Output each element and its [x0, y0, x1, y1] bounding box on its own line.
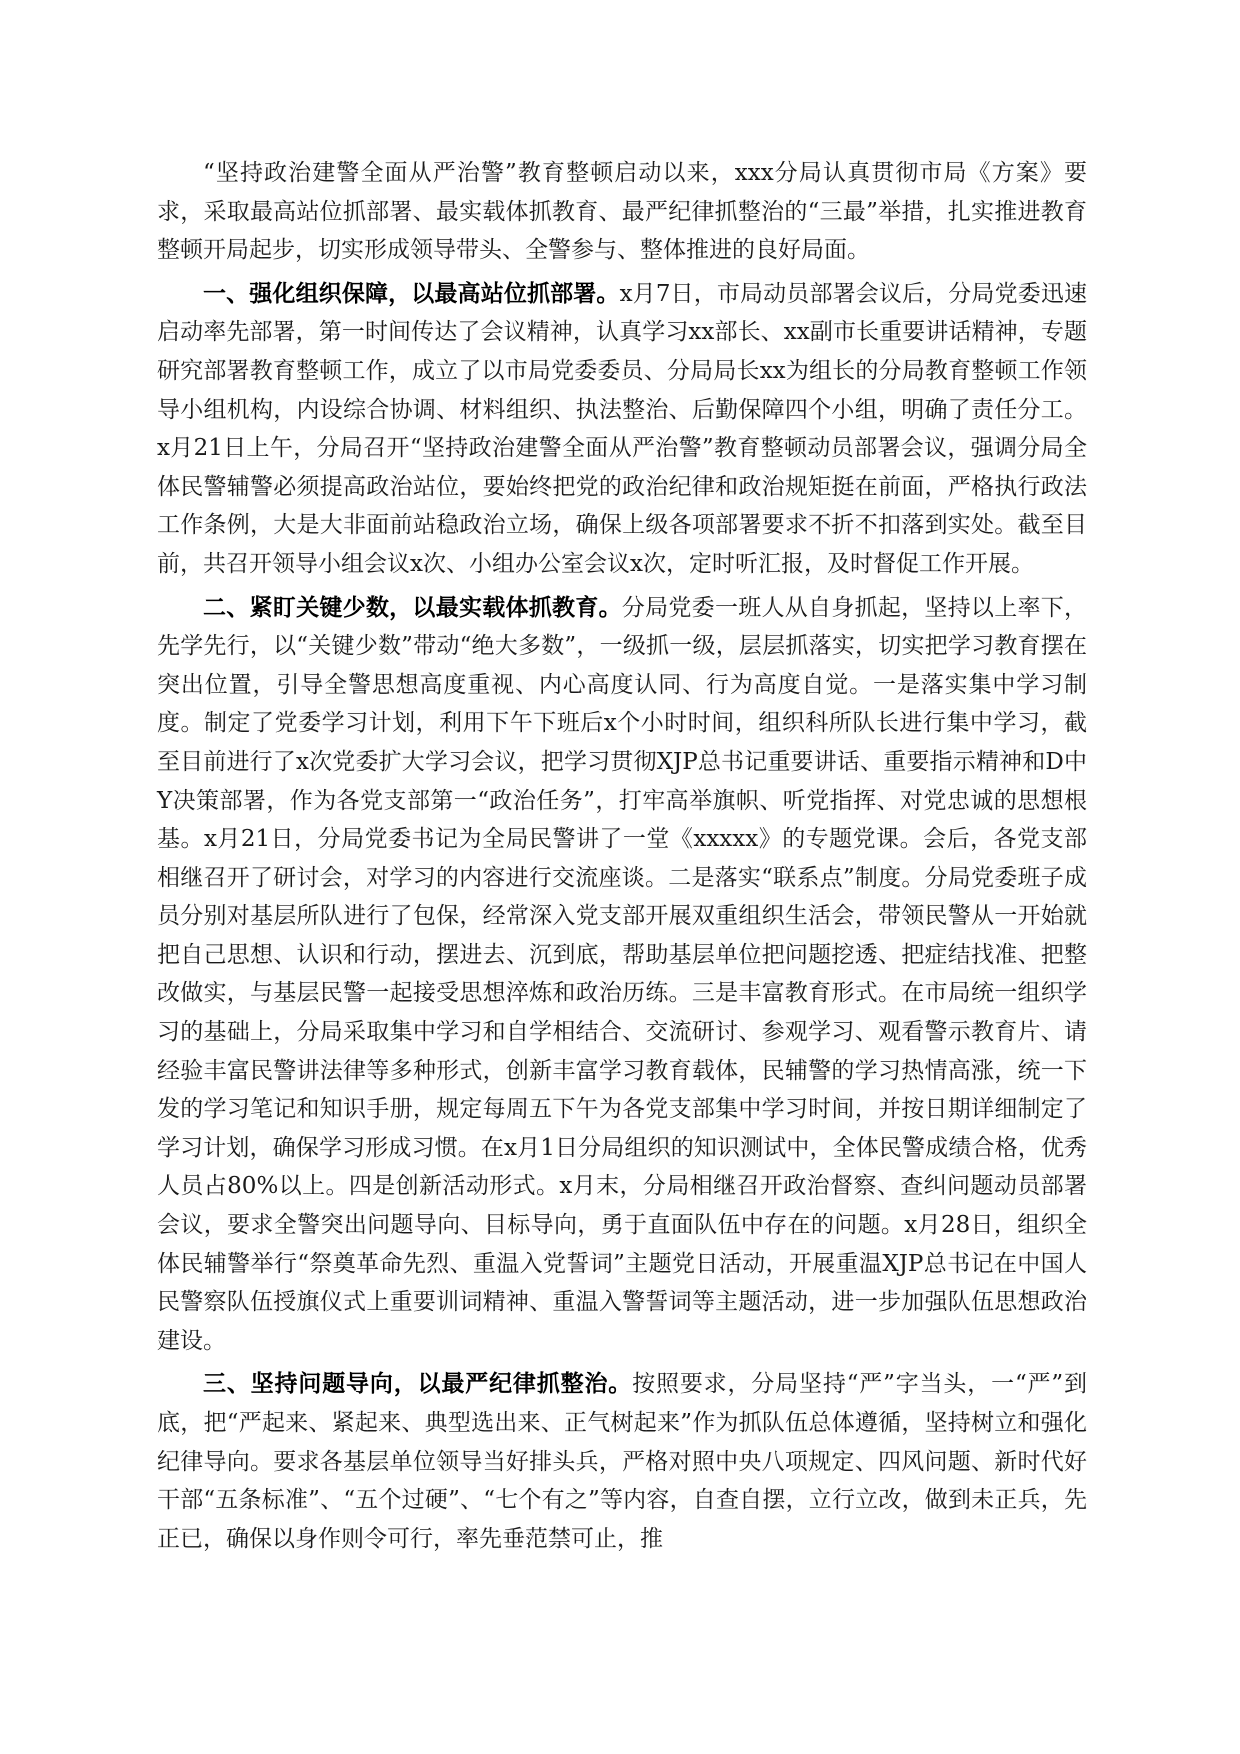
paragraph-intro — [157, 154, 1087, 270]
document-body — [157, 154, 1087, 1558]
paragraph-text: “坚持政治建警全面从严治警”教育整顿启动以来，xxx分局认真贯彻市局《方案》要求，采取最高站位抓部署、最实载体抓教育、最严纪律抓整治的“三最”举措，扎实推进教育整顿开局起步，切实形成领导带头、全警参与、整体推进的良好局面。 — [157, 160, 1087, 264]
paragraph-text: 分局党委一班人从自身抓起，坚持以上率下，先学先行，以“关键少数”带动“绝大多数”，一级抓一级，层层抓落实，切实把学习教育摆在突出位置，引导全警思想高度重视、内心高度认同、行为高度自觉。一是落实集中学习制度。制定了党委学习计划，利用下午下班后x个小时时间，组织科所队长进行集中学习，截至目前进行了x次党委扩大学习会议，把学习贯彻XJP总书记重要讲话、重要指示精神和D中Y决策部署，作为各党支部第一“政治任务”，打牢高举旗帜、听党指挥、对党忠诚的思想根基。x月21日，分局党委书记为全局民警讲了一堂《xxxxx》的专题党课。会后，各党支部相继召开了研讨会，对学习的内容进行交流座谈。二是落实“联系点”制度。分局党委班子成员分别对基层所队进行了包保，经常深入党支部开展双重组织生活会，带领民警从一开始就把自己思想、认识和行动，摆进去、沉到底，帮助基层单位把问题挖透、把症结找准、把整改做实，与基层民警一起接受思想淬炼和政治历练。三是丰富教育形式。在市局统一组织学习的基础上，分局采取集中学习和自学相结合、交流研讨、参观学习、观看警示教育片、请经验丰富民警讲法律等多种形式，创新丰富学习教育载体，民辅警的学习热情高涨，统一下发的学习笔记和知识手册，规定每周五下午为各党支部集中学习时间，并按日期详细制定了学习计划，确保学习形成习惯。在x月1日分局组织的知识测试中，全体民警成绩合格，优秀人员占80%以上。四是创新活动形式。x月末，分局相继召开政治督察、查纠问题动员部署会议，要求全警突出问题导向、目标导向，勇于直面队伍中存在的问题。x月28日，组织全体民辅警举行“祭奠革命先烈、重温入党誓词”主题党日活动，开展重温XJP总书记在中国人民警察队伍授旗仪式上重要训词精神、重温入警誓词等主题活动，进一步加强队伍思想政治建设。 — [157, 594, 1088, 1354]
paragraph-section-1 — [157, 275, 1087, 584]
paragraph-section-2 — [157, 589, 1087, 1361]
section-heading: 二、紧盯关键少数，以最实载体抓教育。 — [203, 593, 622, 621]
section-heading: 三、坚持问题导向，以最严纪律抓整治。 — [203, 1370, 633, 1398]
paragraph-text: x月7日，市局动员部署会议后，分局党委迅速启动率先部署，第一时间传达了会议精神，认真学习xx部长、xx副市长重要讲话精神，专题研究部署教育整顿工作，成立了以市局党委委员、分局局长xx为组长的分局教育整顿工作领导小组机构，内设综合协调、材料组织、执法整治、后勤保障四个小组，明确了责任分工。x月21日上午，分局召开“坚持政治建警全面从严治警”教育整顿动员部署会议，强调分局全体民警辅警必须提高政治站位，要始终把党的政治纪律和政治规矩挺在前面，严格执行政法工作条例，大是大非面前站稳政治立场，确保上级各项部署要求不折不扣落到实处。截至目前，共召开领导小组会议x次、小组办公室会议x次，定时听汇报，及时督促工作开展。 — [157, 280, 1088, 577]
paragraph-text: 按照要求，分局坚持“严”字当头，一“严”到底，把“严起来、紧起来、典型选出来、正气树起来”作为抓队伍总体遵循，坚持树立和强化纪律导向。要求各基层单位领导当好排头兵，严格对照中央八项规定、四风问题、新时代好干部“五条标准”、“五个过硬”、“七个有之”等内容，自查自摆，立行立改，做到未正兵，先正已，确保以身作则令可行，率先垂范禁可止，推 — [157, 1371, 1087, 1552]
paragraph-section-3 — [157, 1365, 1087, 1558]
section-heading: 一、强化组织保障，以最高站位抓部署。 — [203, 279, 620, 307]
